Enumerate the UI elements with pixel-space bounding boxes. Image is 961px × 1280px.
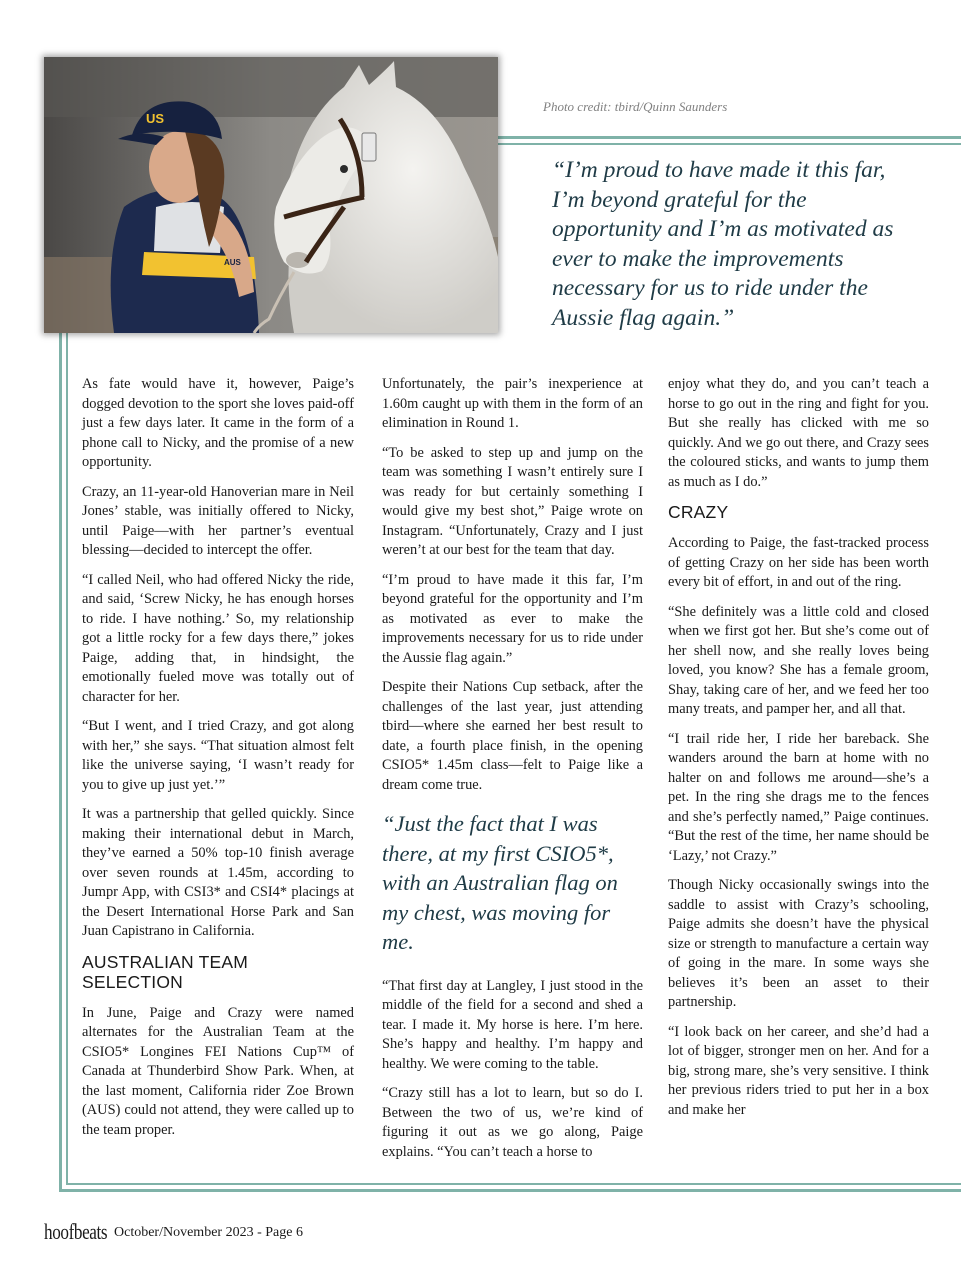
- paragraph: “I called Neil, who had offered Nicky the ride, and said, ‘Screw Nicky, he has enough horses to ride. I have nothing.’ So, my relationship got a little rocky for a few days there,” jokes Paige, adding that, in hindsight, the emotionally fueled move was totally out of character for her.: [82, 571, 354, 705]
- paragraph: “But I went, and I tried Crazy, and got along with her,” she says. “That situation almost felt like the universe saying, ‘I wasn’t ready for you to give up just yet.’”: [82, 718, 354, 793]
- frame-line-top-outer: [498, 136, 961, 139]
- article-column-2: [382, 375, 643, 1172]
- frame-line-top-inner: [498, 143, 961, 145]
- frame-line-bottom-inner: [66, 1183, 961, 1185]
- paragraph: As fate would have it, however, Paige’s dogged devotion to the sport she loves paid-off just a few days later. It came in the form of a phone call to Nicky, and the promise of a new opportunity.: [82, 376, 354, 470]
- paragraph: Though Nicky occasionally swings into the saddle to assist with Crazy’s schooling, Paige admits she doesn’t have the physical size or strength to manufacture a certain way of going in the mare. In some ways she believes it’s been an asset to their partnership.: [668, 877, 929, 1010]
- section-heading-australian-team: AUSTRALIAN TEAM SELECTION: [82, 951, 249, 992]
- photo-illustration: [44, 57, 498, 333]
- article-column-3: [668, 375, 929, 1130]
- photo-credit: Photo credit: tbird/Quinn Saunders: [543, 99, 728, 114]
- paragraph: “I’m proud to have made it this far, I’m beyond grateful for the opportunity and I’m as motivated as ever to make the improvements necessary for us to ride under the Aussie flag again.”: [382, 571, 643, 666]
- pull-quote-inline: “Just the fact that I was there, at my first CSIO5*, with an Australian flag on my chest, was moving for me.: [382, 811, 618, 954]
- paragraph: Despite their Nations Cup setback, after the challenges of the last year, just attending tbird—where she earned her best result to date, a fourth place finish, in the opening CSIO5* 1.45m class—felt to Paige like a dream come true.: [382, 679, 643, 793]
- shirt-logo-text: AUS: [224, 258, 241, 267]
- frame-line-bottom-outer: [59, 1189, 961, 1192]
- pull-quote-top: “I’m proud to have made it this far, I’m beyond grateful for the opportunity and I’m as motivated as ever to make the improvements necessary for us to ride under the Aussie flag again.”: [552, 157, 894, 331]
- issue-page-label: October/November 2023 - Page 6: [114, 1225, 303, 1240]
- paragraph: In June, Paige and Crazy were named alternates for the Australian Team at the CSIO5* Longines FEI Nations Cup™ of Canada at Thunderbird Show Park. When, at the last moment, California rider Zoe Brown (AUS) could not attend, they were called up to the team proper.: [82, 1004, 354, 1138]
- paragraph: Crazy, an 11-year-old Hanoverian mare in Neil Jones’ stable, was initially offered to Nicky, until Paige—with her partner’s eventual blessing—decided to intercept the offer.: [82, 483, 354, 558]
- cap-logo-text: US: [146, 111, 165, 126]
- paragraph: “She definitely was a little cold and closed when we first got her. But she’s come out of her shell now, and she really loves being loved, you know? She has a female groom, Shay, taking care of her, and we feed her too many treats, and pamper her, and all that.: [668, 603, 929, 717]
- paragraph: “That first day at Langley, I just stood in the middle of the field for a second and shed a tear. I made it. My horse is here. I’m here. She’s happy and healthy. I’m happy and healthy. We were coming to the table.: [382, 977, 643, 1072]
- paragraph: “I trail ride her, I ride her bareback. She wanders around the barn at home with no halter on and follows me around—she’s a pet. In the ring she drags me to the fences and she’s perfectly named,” Paige continues. “But the rest of the time, her name should be ‘Lazy,’ not Crazy.”: [668, 730, 929, 864]
- paragraph: “Crazy still has a lot to learn, but so do I. Between the two of us, we’re kind of figuring it out as we go along, Paige explains. “You can’t teach a horse to: [382, 1085, 643, 1160]
- page-footer: [44, 1219, 303, 1245]
- frame-line-left-inner: [66, 333, 68, 1185]
- paragraph: “I look back on her career, and she’d had a lot of bigger, stronger men on her. And for a big, strong mare, she’s very sensitive. I think her previous riders tried to put her in a box and make her: [668, 1023, 929, 1118]
- paragraph: It was a partnership that gelled quickly. Since making their international debut in March, they’ve earned a 50% top-10 finish average over seven rounds at 1.45m, according to Jumpr App, with CSI3* and CSI4* placings at the Desert International Horse Park and San Juan Capistrano in California.: [82, 806, 354, 939]
- paragraph: “To be asked to step up and jump on the team was something I wasn’t entirely sure I was ready for but certainly something I would give my best shot,” Paige wrote on Instagram. “Unfortunately, Crazy and I just weren’t at our best for the team that day.: [382, 444, 643, 558]
- magazine-brand: hoofbeats: [44, 1219, 108, 1244]
- section-heading-crazy: CRAZY: [668, 502, 729, 522]
- frame-line-left-outer: [59, 333, 62, 1192]
- paragraph: According to Paige, the fast-tracked process of getting Crazy on her side has been worth every bit of effort, in and out of the ring.: [668, 535, 929, 590]
- rider-horse-photo: [44, 57, 498, 333]
- paragraph: Unfortunately, the pair’s inexperience at 1.60m caught up with them in the form of an elimination in Round 1.: [382, 376, 643, 431]
- paragraph: enjoy what they do, and you can’t teach a horse to go out in the ring and fight for you. But she really has clicked with me so quickly. And we go out there, and Crazy sees the coloured sticks, and wants to jump them as much as I do.”: [668, 376, 929, 490]
- article-column-1: [82, 375, 354, 1150]
